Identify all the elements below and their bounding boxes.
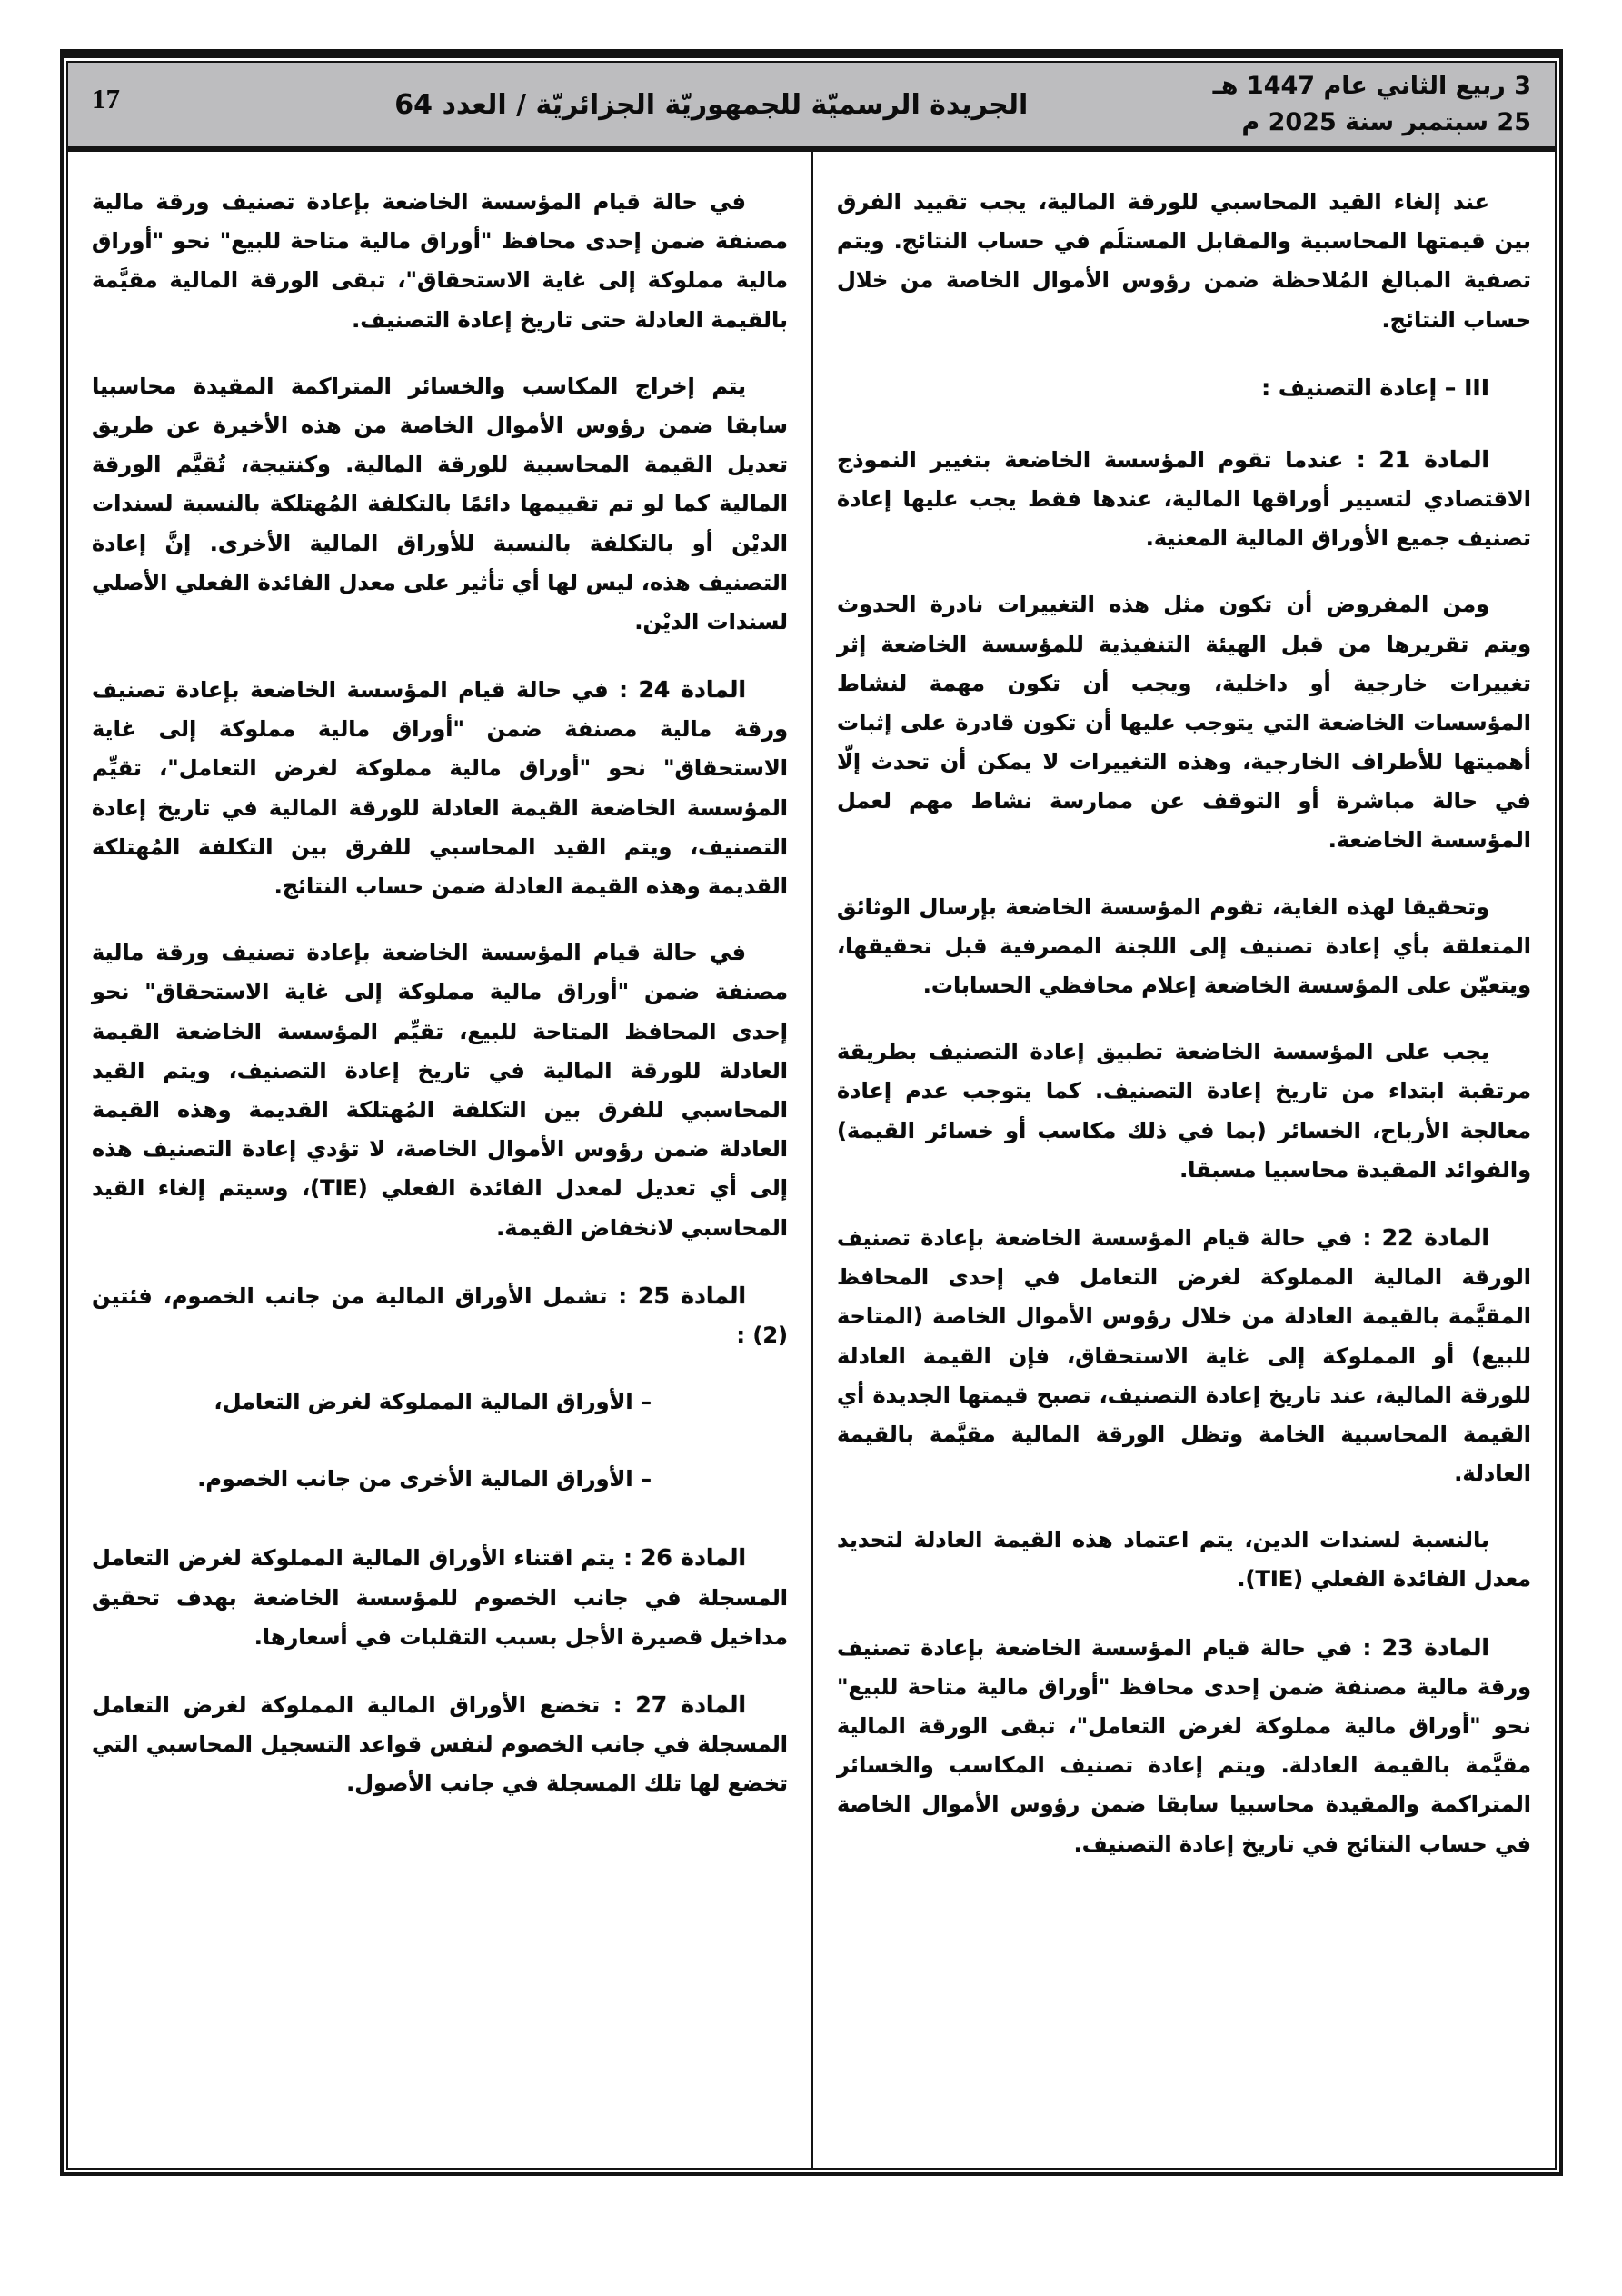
- body-paragraph: في حالة قيام المؤسسة الخاضعة بإعادة تصنيف ورقة مالية مصنفة ضمن "أوراق مالية مملوكة إلى غاية الاستحقاق" نحو إحدى المحافظ المتاحة للبيع، تقيِّم المؤسسة الخاضعة القيمة العادلة للورقة المالية في تاريخ إعادة التصنيف، ويتم القيد المحاسبي للفرق بين التكلفة المُهتلكة القديمة وهذه القيمة العادلة ضمن رؤوس الأموال الخاصة، لا تؤدي إعادة التصنيف هذه إلى أي تعديل لمعدل الفائدة الفعلي (TIE)، وسيتم إلغاء القيد المحاسبي لانخفاض القيمة.: [92, 940, 788, 1241]
- article-paragraph: المادة 23 : في حالة قيام المؤسسة الخاضعة بإعادة تصنيف ورقة مالية مصنفة ضمن إحدى محافظ "أوراق مالية متاحة للبيع" نحو "أوراق مالية مملوكة لغرض التعامل"، تبقى الورقة المالية مقيَّمة بالقيمة العادلة. ويتم إعادة تصنيف المكاسب والخسائر المتراكمة والمقيدة محاسبيا سابقا ضمن رؤوس الأموال الخاصة في حساب النتائج في تاريخ إعادة التصنيف.: [837, 1633, 1531, 1857]
- article-number: المادة 26: [641, 1544, 746, 1572]
- list-item: – الأوراق المالية الأخرى من جانب الخصوم.: [197, 1466, 652, 1492]
- body-paragraph: يجب على المؤسسة الخاضعة تطبيق إعادة التصنيف بطريقة مرتقبة ابتداء من تاريخ إعادة التصنيف. كما يتوجب عدم إعادة معالجة الأرباح، الخسائر (بما في ذلك مكاسب أو خسائر القيمة) والفوائد المقيدة محاسبيا مسبقا.: [837, 1039, 1531, 1183]
- hijri-date: 3 ربيع الثاني عام 1447 هـ: [1212, 71, 1531, 100]
- page-frame: [60, 49, 1563, 2176]
- journal-title: الجريدة الرسميّة للجمهوريّة الجزائريّة / العدد 64: [394, 88, 1029, 121]
- article-number: المادة 22: [1381, 1223, 1490, 1251]
- body-paragraph: في حالة قيام المؤسسة الخاضعة بإعادة تصنيف ورقة مالية مصنفة ضمن إحدى محافظ "أوراق مالية متاحة للبيع" نحو "أوراق مالية مملوكة إلى غاية الاستحقاق"، تبقى الورقة المالية مقيَّمة بالقيمة العادلة حتى تاريخ إعادة التصنيف.: [92, 189, 788, 333]
- page-inner-border: [66, 61, 1557, 2170]
- article-paragraph: المادة 26 : يتم اقتناء الأوراق المالية المملوكة لغرض التعامل المسجلة في جانب الخصوم للمؤسسة الخاضعة بهدف تحقيق مداخيل قصيرة الأجل بسبب التقلبات في أسعارها.: [92, 1544, 788, 1650]
- article-number: المادة 24: [638, 676, 746, 704]
- page-header: [68, 63, 1555, 152]
- issue-dates: [1213, 68, 1531, 142]
- article-number: المادة 21: [1378, 445, 1489, 473]
- article-paragraph: المادة 25 : تشمل الأوراق المالية من جانب الخصوم، فئتين (2) :: [92, 1282, 788, 1348]
- body-paragraph: عند إلغاء القيد المحاسبي للورقة المالية، يجب تقييد الفرق بين قيمتها المحاسبية والمقابل المستلَم في حساب النتائج. ويتم تصفية المبالغ المُلاحظة ضمن رؤوس الأموال الخاصة من خلال حساب النتائج.: [837, 189, 1531, 333]
- page-number: 17: [92, 83, 120, 115]
- section-heading: III – إعادة التصنيف :: [1261, 374, 1489, 401]
- body-paragraph: بالنسبة لسندات الدين، يتم اعتماد هذه القيمة العادلة لتحديد معدل الفائدة الفعلي (TIE).: [837, 1527, 1531, 1592]
- page-body: [68, 152, 1555, 2168]
- article-paragraph: المادة 22 : في حالة قيام المؤسسة الخاضعة بإعادة تصنيف الورقة المالية المملوكة لغرض التعامل في إحدى المحافظ المقيَّمة بالقيمة العادلة من خلال رؤوس الأموال الخاصة (المتاحة للبيع) أو المملوكة إلى غاية الاستحقاق، فإن القيمة العادلة للورقة المالية، عند تاريخ إعادة التصنيف، تصبح قيمتها الجديدة أي القيمة المحاسبية الخامة وتظل الورقة المالية مقيَّمة بالقيمة العادلة.: [837, 1223, 1531, 1487]
- article-paragraph: المادة 21 : عندما تقوم المؤسسة الخاضعة بتغيير النموذج الاقتصادي لتسيير أوراقها المالية، عندها فقط يجب عليها إعادة تصنيف جميع الأوراق المالية المعنية.: [837, 445, 1531, 552]
- article-paragraph: المادة 27 : تخضع الأوراق المالية المملوكة لغرض التعامل المسجلة في جانب الخصوم لنفس قواعد التسجيل المحاسبي التي تخضع لها تلك المسجلة في جانب الأصول.: [92, 1692, 788, 1797]
- body-paragraph: وتحقيقا لهذه الغاية، تقوم المؤسسة الخاضعة بإرسال الوثائق المتعلقة بأي إعادة تصنيف إلى اللجنة المصرفية قبل تحقيقها، ويتعيّن على المؤسسة الخاضعة إعلام محافظي الحسابات.: [837, 893, 1531, 998]
- gregorian-date: 25 سبتمبر سنة 2025 م: [1241, 108, 1531, 136]
- column-right: [811, 152, 1555, 2168]
- list-item: – الأوراق المالية المملوكة لغرض التعامل،: [214, 1389, 652, 1415]
- article-number: المادة 25: [638, 1282, 746, 1309]
- body-paragraph: يتم إخراج المكاسب والخسائر المتراكمة المقيدة محاسبيا سابقا ضمن رؤوس الأموال الخاصة من هذه الأخيرة عن طريق تعديل القيمة المحاسبية للورقة المالية. وكنتيجة، تُقيَّم الورقة المالية كما لو تم تقييمها دائمًا بالتكلفة المُهتلكة بالنسبة لسندات الديْن أو بالتكلفة بالنسبة للأوراق المالية الأخرى. إنَّ إعادة التصنيف هذه، ليس لها أي تأثير على معدل الفائدة الفعلي الأصلي لسندات الديْن.: [92, 373, 788, 634]
- column-left: [68, 152, 811, 2168]
- body-paragraph: ومن المفروض أن تكون مثل هذه التغييرات نادرة الحدوث ويتم تقريرها من قبل الهيئة التنفيذية للمؤسسة الخاضعة إثر تغييرات خارجية أو داخلية، ويجب أن تكون مهمة لنشاط المؤسسات الخاضعة التي يتوجب عليها أن تكون قادرة على إثبات أهميتها للأطراف الخارجية، وهذه التغييرات لا يمكن أن تحدث إلّا في حالة مباشرة أو التوقف عن ممارسة نشاط مهم لعمل المؤسسة الخاضعة.: [837, 592, 1531, 854]
- article-number: المادة 27: [635, 1692, 747, 1718]
- article-paragraph: المادة 24 : في حالة قيام المؤسسة الخاضعة بإعادة تصنيف ورقة مالية مصنفة ضمن "أوراق مالية مملوكة إلى غاية الاستحقاق" نحو "أوراق مالية مملوكة لغرض التعامل"، تقيِّم المؤسسة الخاضعة القيمة العادلة للورقة المالية في تاريخ إعادة التصنيف، ويتم القيد المحاسبي للفرق بين التكلفة المُهتلكة القديمة وهذه القيمة العادلة ضمن حساب النتائج.: [92, 676, 788, 899]
- article-number: المادة 23: [1381, 1633, 1490, 1661]
